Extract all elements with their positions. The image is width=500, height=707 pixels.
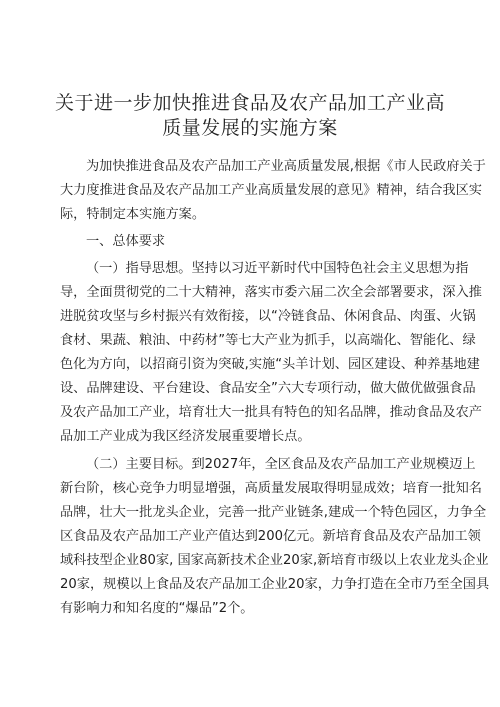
- guiding-line-2: 导，全面贯彻党的二十大精神，落实市委六届二次全会部署要求，深入推: [60, 285, 482, 300]
- targets-line-2: 新台阶，核心竞争力明显增强，高质量发展取得明显成效；培育一批知名: [60, 481, 482, 496]
- guiding-line-1: （一）指导思想。坚持以习近平新时代中国特色社会主义思想为指: [86, 261, 469, 276]
- targets-line-6: 20家，规模以上食品及农产品加工企业20家，力争打造在全市乃至全国具: [60, 577, 490, 592]
- guiding-line-5: 色化为方向，以招商引资为突破,实施“头羊计划、园区建设、种养基地建: [60, 357, 480, 372]
- intro-line-1: 为加快推进食品及农产品加工产业高质量发展,根据《市人民政府关于: [86, 159, 486, 174]
- targets-line-7: 有影响力和知名度的“爆品”2个。: [60, 601, 254, 616]
- targets-line-5: 域科技型企业80家, 国家高新技术企业20家,新培育市级以上农业龙头企业: [60, 553, 489, 568]
- document-title-line-2: 质量发展的实施方案: [162, 117, 338, 139]
- guiding-line-6: 设、品牌建设、平台建设、食品安全”六大专项行动，做大做优做强食品: [60, 381, 476, 396]
- intro-line-2: 大力度推进食品及农产品加工产业高质量发展的意见》精神，结合我区实: [60, 183, 482, 198]
- guiding-line-7: 及农产品加工产业，培育壮大一批具有特色的知名品牌，推动食品及农产: [60, 405, 482, 420]
- targets-line-3: 品牌，壮大一批龙头企业，完善一批产业链条,建成一个特色园区，力争全: [60, 505, 487, 520]
- targets-line-4: 区食品及农产品加工产业产值达到200亿元。新培育食品及农产品加工领: [60, 529, 481, 544]
- document-title-line-1: 关于进一步加快推进食品及农产品加工产业高: [54, 92, 445, 114]
- intro-line-3: 际，特制定本实施方案。: [60, 207, 206, 222]
- guiding-line-8: 品加工产业成为我区经济发展重要增长点。: [60, 429, 311, 444]
- guiding-line-3: 进脱贫攻坚与乡村振兴有效衔接，以“冷链食品、休闲食品、肉蛋、火锅: [60, 309, 476, 324]
- section-heading: 一、总体要求: [86, 234, 166, 249]
- guiding-line-4: 食材、果蔬、粮油、中药材”等七大产业为抓手，以高端化、智能化、绿: [60, 333, 476, 348]
- targets-line-1: （二）主要目标。到2027年，全区食品及农产品加工产业规模迈上: [86, 457, 476, 472]
